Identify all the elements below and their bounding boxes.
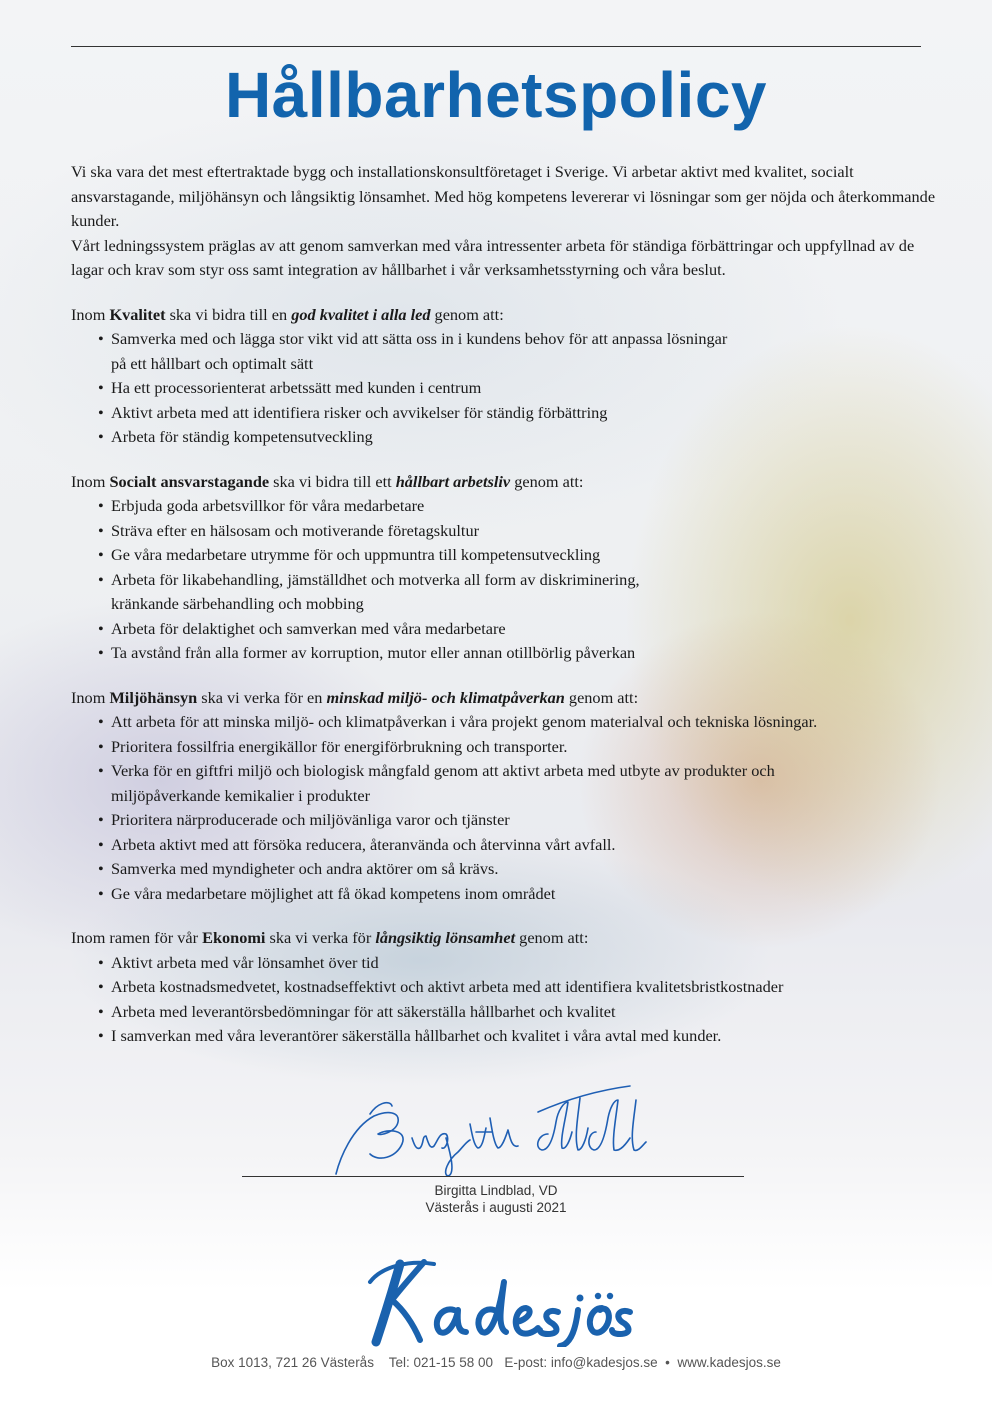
list-item-text: Ge våra medarbetare utrymme för och uppmuntra till kompetensutveckling <box>111 545 601 564</box>
bullet-icon: • <box>98 329 104 348</box>
kadesjos-logo <box>362 1252 634 1347</box>
bullet-icon: • <box>98 883 104 903</box>
list-item <box>71 759 941 808</box>
list-item <box>71 857 941 882</box>
list-item <box>71 1000 941 1025</box>
list-item-text: Erbjuda goda arbetsvillkor för våra medarbetare <box>111 496 425 515</box>
list-item-text: Arbeta för ständig kompetensutveckling <box>111 427 373 446</box>
section-topic: Kvalitet <box>109 304 166 324</box>
list-item-text: Ta avstånd från alla former av korruption, mutor eller annan otillbörlig påverkan <box>111 643 636 662</box>
bullet-icon: • <box>98 1026 104 1045</box>
list-item <box>71 710 941 735</box>
section-goal: långsiktig lönsamhet <box>375 928 516 947</box>
section-lead-text: ska vi bidra till en <box>165 304 292 324</box>
list-item <box>71 568 941 617</box>
bullet-list <box>71 327 941 450</box>
footer-address: Box 1013, 721 26 Västerås <box>211 1355 374 1370</box>
footer-website[interactable]: www.kadesjos.se <box>677 1355 781 1370</box>
signature-place-date: Västerås i augusti 2021 <box>425 1200 567 1215</box>
list-item-text: Prioritera fossilfria energikällor för energiförbrukning och transporter. <box>111 736 568 756</box>
section-topic: Miljöhänsyn <box>109 687 198 707</box>
policy-section <box>71 926 941 1049</box>
list-item <box>71 735 941 760</box>
bullet-icon: • <box>98 643 104 662</box>
list-item <box>71 808 941 833</box>
policy-section <box>71 686 941 907</box>
list-item-text: Samverka med och lägga stor vikt vid att sätta oss in i kundens behov för att anpassa lösningar på ett hållbart och optimalt sätt <box>111 329 728 373</box>
list-item-text: Arbeta med leverantörsbedömningar för att säkerställa hållbarhet och kvalitet <box>111 1001 616 1021</box>
page-title: Hållbarhetspolicy <box>225 59 767 131</box>
list-item-text: Att arbeta för att minska miljö- och klimatpåverkan i våra projekt genom materialval och tekniska lösningar. <box>111 712 818 731</box>
section-goal: minskad miljö- och klimatpåverkan <box>326 687 565 707</box>
bullet-icon: • <box>98 859 104 878</box>
bullet-icon: • <box>98 618 104 638</box>
policy-section <box>71 470 941 666</box>
policy-section <box>71 303 941 450</box>
signatory-name: Birgitta Lindblad, VD <box>434 1183 558 1198</box>
list-item-text: Sträva efter en hälsosam och motiverande företagskultur <box>111 520 480 540</box>
list-item <box>71 617 941 642</box>
bullet-list <box>71 951 941 1049</box>
list-item-text: Ge våra medarbetare möjlighet att få ökad kompetens inom området <box>111 883 556 903</box>
list-item <box>71 543 941 568</box>
list-item-text: I samverkan med våra leverantörer säkerställa hållbarhet och kvalitet i våra avtal med kunder. <box>111 1026 722 1045</box>
bullet-icon: • <box>98 545 104 564</box>
section-lead <box>71 686 941 711</box>
list-item-text: Arbeta aktivt med att försöka reducera, återanvända och återvinna vårt avfall. <box>111 834 616 854</box>
list-item <box>71 327 941 376</box>
policy-body <box>71 160 941 1049</box>
bullet-icon: • <box>98 761 104 780</box>
bullet-icon: • <box>98 569 104 589</box>
section-lead-text: Inom <box>71 687 110 707</box>
section-lead-text: Inom <box>71 471 110 491</box>
section-lead-text: ska vi verka för <box>265 928 376 947</box>
bullet-icon: • <box>98 712 104 731</box>
signature-line <box>242 1176 744 1177</box>
bullet-icon: • <box>98 977 104 996</box>
bullet-list <box>71 710 941 906</box>
footer-separator: • <box>665 1355 670 1370</box>
section-lead-text: genom att: <box>564 687 639 707</box>
bullet-icon: • <box>98 402 104 422</box>
section-goal: god kvalitet i alla led <box>291 304 431 324</box>
bullet-icon: • <box>98 496 104 515</box>
list-item <box>71 401 941 426</box>
footer-contact <box>0 1355 992 1370</box>
section-lead-text: Inom <box>71 304 110 324</box>
top-divider <box>71 46 921 47</box>
list-item-text: Ha ett processorienterat arbetssätt med kunden i centrum <box>111 378 482 397</box>
intro-paragraph: Vårt ledningssystem präglas av att genom samverkan med våra intressenter arbeta för ständiga förbättringar och uppfyllnad av de lagar och krav som styr oss samt integration av hållbarhet i vår verksamhetsstyrning och våra beslut. <box>71 235 915 279</box>
section-lead-text: Inom ramen för vår <box>71 928 203 947</box>
list-item-text: Arbeta kostnadsmedvetet, kostnadseffektivt och aktivt arbeta med att identifiera kvalitetsbristkostnader <box>111 977 784 996</box>
section-lead <box>71 470 941 495</box>
bullet-icon: • <box>98 810 104 829</box>
list-item <box>71 494 941 519</box>
list-item-text: Aktivt arbeta med vår lönsamhet över tid <box>111 952 379 972</box>
intro <box>71 160 941 283</box>
bullet-icon: • <box>98 1001 104 1021</box>
bullet-icon: • <box>98 736 104 756</box>
intro-paragraph: Vi ska vara det mest eftertraktade bygg och installationskonsultföretaget i Sverige. Vi arbetar aktivt med kvalitet, socialt ansvarstagande, miljöhänsyn och långsiktig lönsamhet. Med hög kompetens levererar vi lösningar som ger nöjda och återkommande kunder. <box>71 162 936 230</box>
list-item <box>71 641 941 666</box>
list-item <box>71 975 941 1000</box>
footer-phone: Tel: 021-15 58 00 <box>388 1355 494 1370</box>
bullet-icon: • <box>98 520 104 540</box>
list-item <box>71 882 941 907</box>
list-item <box>71 1024 941 1049</box>
list-item-text: Arbeta för likabehandling, jämställdhet och motverka all form av diskriminering, kränkande särbehandling och mobbing <box>111 569 640 613</box>
list-item-text: Prioritera närproducerade och miljövänliga varor och tjänster <box>111 810 510 829</box>
bullet-icon: • <box>98 427 104 446</box>
bullet-icon: • <box>98 834 104 854</box>
section-lead <box>71 926 941 951</box>
section-lead <box>71 303 941 328</box>
signature-image <box>330 1078 670 1178</box>
list-item-text: Verka för en giftfri miljö och biologisk mångfald genom att aktivt arbeta med utbyte av produkter och miljöpåverkande kemikalier i produkter <box>111 761 775 805</box>
section-goal: hållbart arbetsliv <box>395 471 511 491</box>
section-lead-text: ska vi bidra till ett <box>269 471 396 491</box>
list-item-text: Aktivt arbeta med att identifiera risker och avvikelser för ständig förbättring <box>111 402 608 422</box>
list-item <box>71 833 941 858</box>
list-item-text: Samverka med myndigheter och andra aktörer om så krävs. <box>111 859 499 878</box>
list-item <box>71 425 941 450</box>
list-item-text: Arbeta för delaktighet och samverkan med våra medarbetare <box>111 618 506 638</box>
section-lead-text: genom att: <box>510 471 584 491</box>
bullet-icon: • <box>98 952 104 972</box>
section-lead-text: genom att: <box>430 304 504 324</box>
section-topic: Socialt ansvarstagande <box>109 471 270 491</box>
bullet-list <box>71 494 941 666</box>
section-topic: Ekonomi <box>202 928 266 947</box>
policy-sections <box>71 303 941 1049</box>
bullet-icon: • <box>98 378 104 397</box>
footer-email[interactable]: E-post: info@kadesjos.se <box>504 1355 658 1370</box>
section-lead-text: genom att: <box>515 928 589 947</box>
list-item <box>71 951 941 976</box>
list-item <box>71 376 941 401</box>
list-item <box>71 519 941 544</box>
section-lead-text: ska vi verka för en <box>197 687 327 707</box>
